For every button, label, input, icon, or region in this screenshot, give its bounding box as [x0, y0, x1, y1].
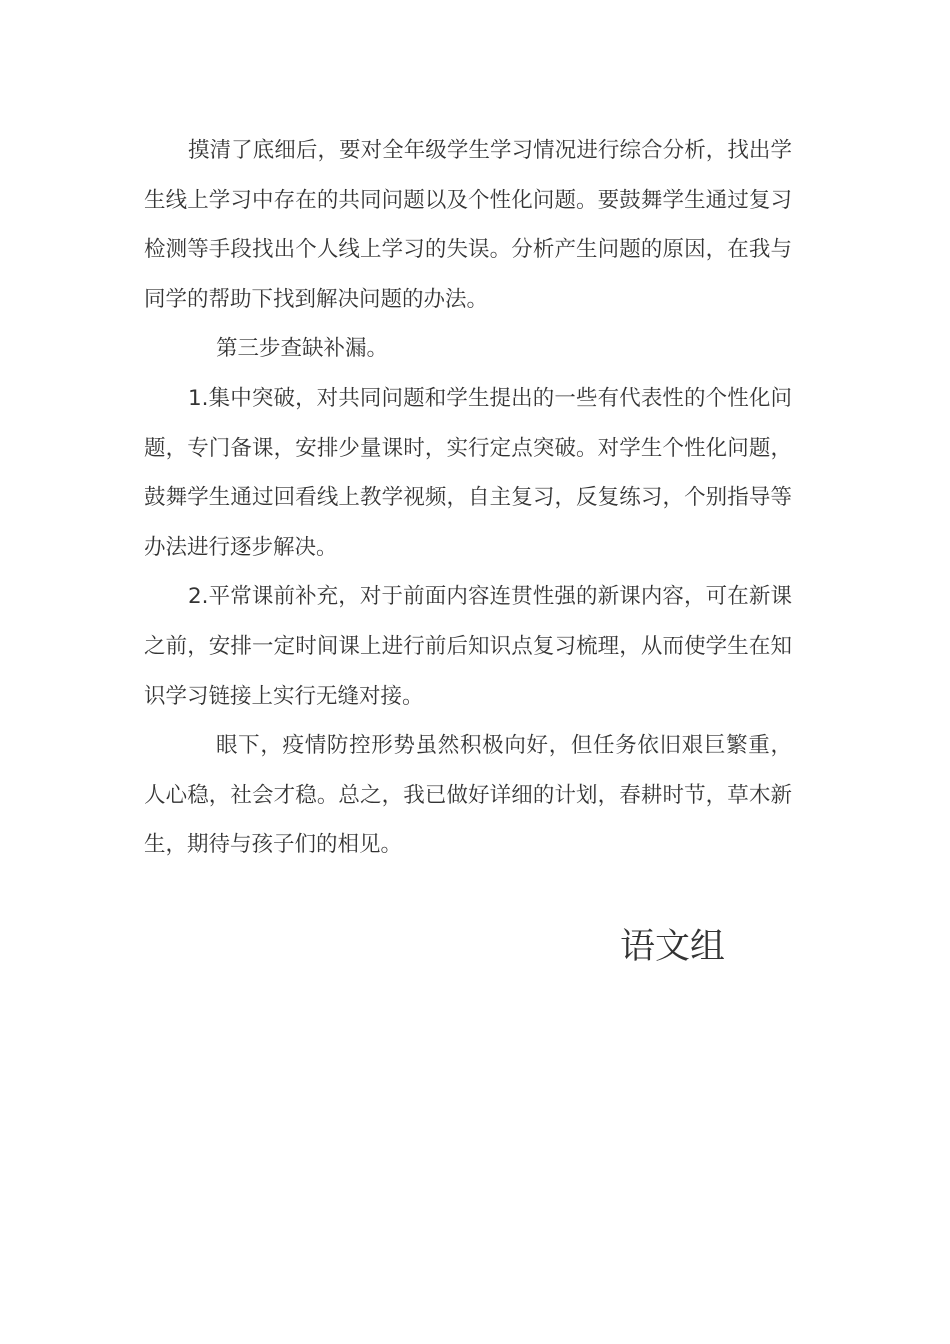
- document-body: [144, 126, 792, 870]
- paragraph-focused-breakthrough: 1.集中突破，对共同问题和学生提出的一些有代表性的个性化问题，专门备课，安排少量课时，实行定点突破。对学生个性化问题，鼓舞学生通过回看线上教学视频，自主复习，反复练习，个别指导等办法进行逐步解决。: [144, 385, 792, 560]
- paragraph-conclusion: 眼下，疫情防控形势虽然积极向好，但任务依旧艰巨繁重，人心稳，社会才稳。总之，我已做好详细的计划，春耕时节，草木新生，期待与孩子们的相见。: [144, 733, 792, 858]
- signature: 语文组: [620, 927, 726, 967]
- paragraph-analysis: 摸清了底细后，要对全年级学生学习情况进行综合分析，找出学生线上学习中存在的共同问题以及个性化问题。要鼓舞学生通过复习检测等手段找出个人线上学习的失误。分析产生问题的原因，在我与同学的帮助下找到解决问题的办法。: [144, 138, 792, 312]
- paragraph-step-three-heading: 第三步查缺补漏。: [216, 336, 389, 362]
- paragraph-pre-class-supplement: 2.平常课前补充，对于前面内容连贯性强的新课内容，可在新课之前，安排一定时间课上进行前后知识点复习梳理，从而使学生在知识学习链接上实行无缝对接。: [144, 584, 792, 709]
